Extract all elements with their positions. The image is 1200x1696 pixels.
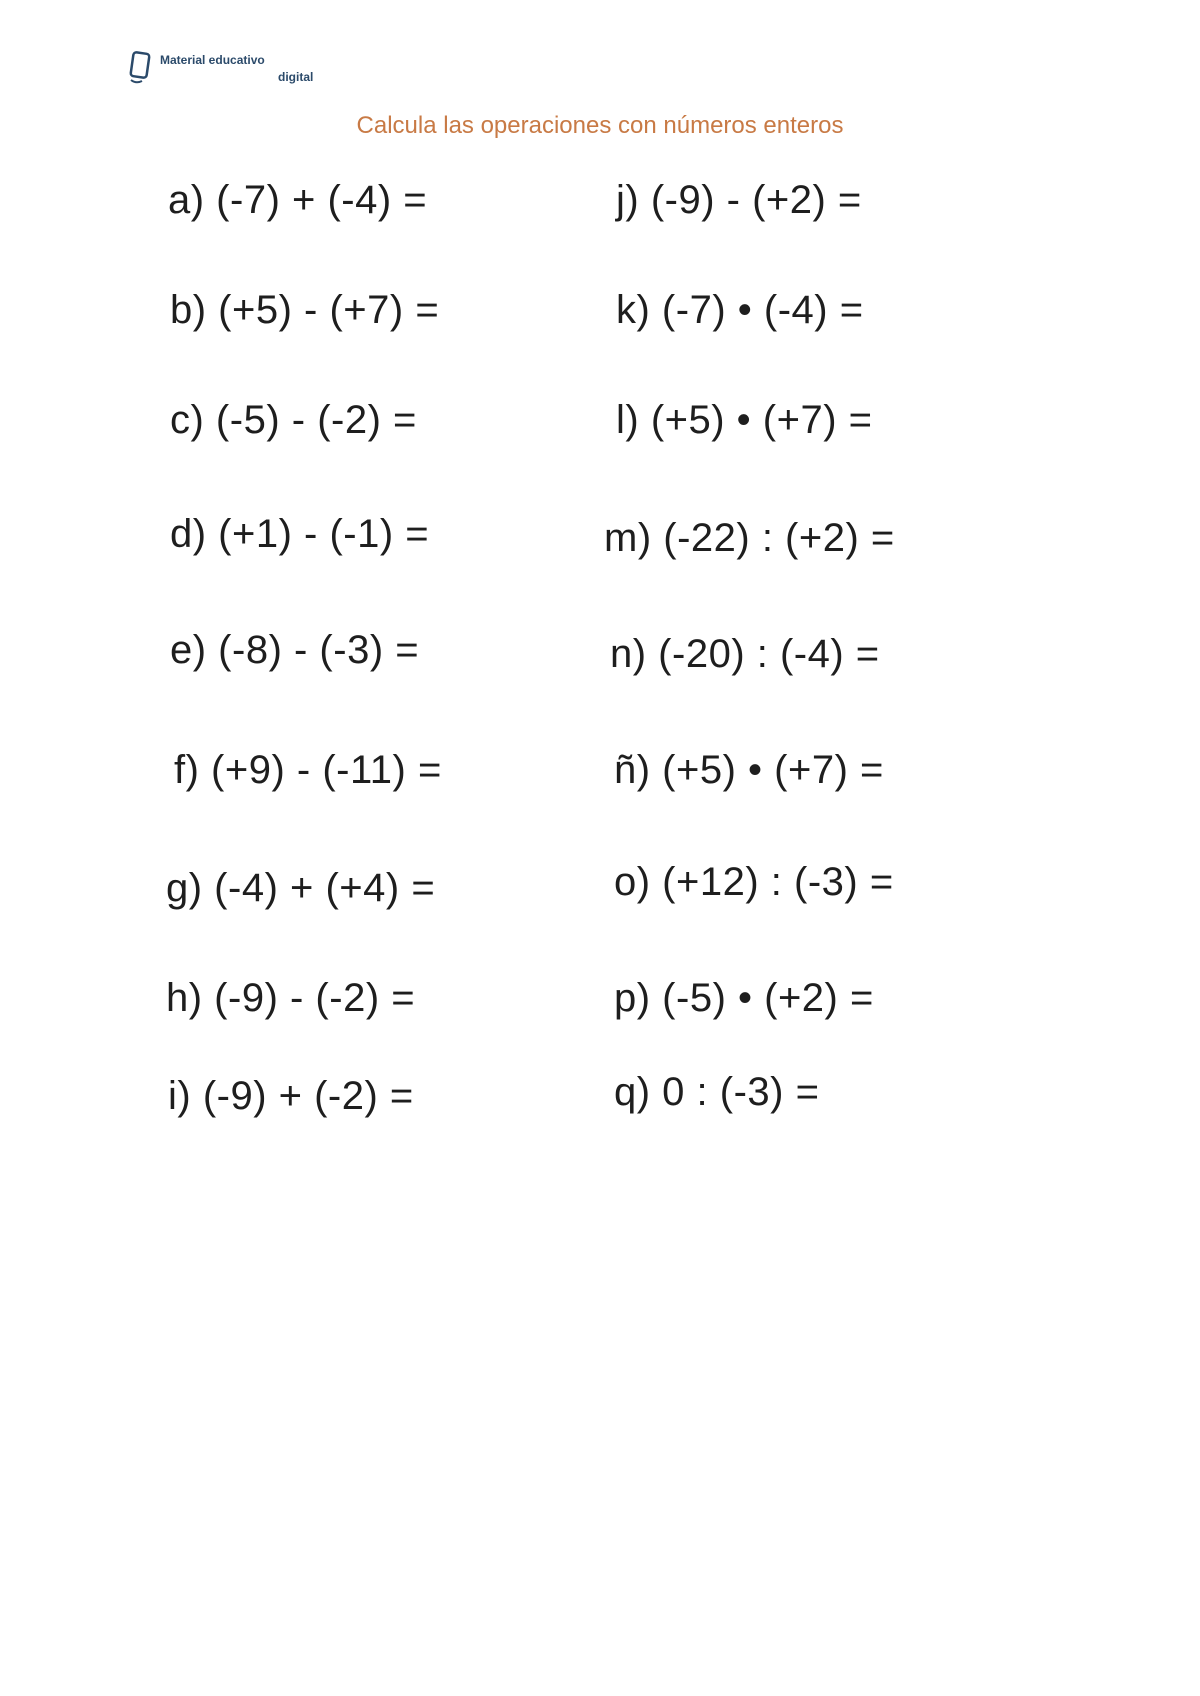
logo-text: Material educativo xyxy=(160,53,265,67)
exercise-l: l) (+5) • (+7) = xyxy=(616,398,873,442)
publisher-logo xyxy=(128,48,328,92)
exercise-enye: ñ) (+5) • (+7) = xyxy=(614,748,884,792)
exercise-p: p) (-5) • (+2) = xyxy=(614,976,874,1020)
exercise-k: k) (-7) • (-4) = xyxy=(616,288,864,332)
exercise-a: a) (-7) + (-4) = xyxy=(168,178,428,222)
exercise-c: c) (-5) - (-2) = xyxy=(170,398,417,442)
exercise-g: g) (-4) + (+4) = xyxy=(166,866,436,910)
exercise-i: i) (-9) + (-2) = xyxy=(168,1074,414,1118)
exercise-h: h) (-9) - (-2) = xyxy=(166,976,416,1020)
exercise-o: o) (+12) : (-3) = xyxy=(614,860,894,904)
exercise-f: f) (+9) - (-11) = xyxy=(174,748,442,792)
exercise-j: j) (-9) - (+2) = xyxy=(616,178,862,222)
exercise-n: n) (-20) : (-4) = xyxy=(610,632,880,676)
exercise-q: q) 0 : (-3) = xyxy=(614,1070,820,1114)
logo-text-line2: digital xyxy=(278,70,314,84)
worksheet-title-text: Calcula las operaciones con números enteros xyxy=(356,112,844,139)
worksheet-title xyxy=(0,112,1200,140)
exercise-m: m) (-22) : (+2) = xyxy=(604,516,895,560)
exercise-e: e) (-8) - (-3) = xyxy=(170,628,420,672)
exercise-b: b) (+5) - (+7) = xyxy=(170,288,440,332)
tablet-hand-icon xyxy=(128,50,154,86)
exercise-d: d) (+1) - (-1) = xyxy=(170,512,430,556)
